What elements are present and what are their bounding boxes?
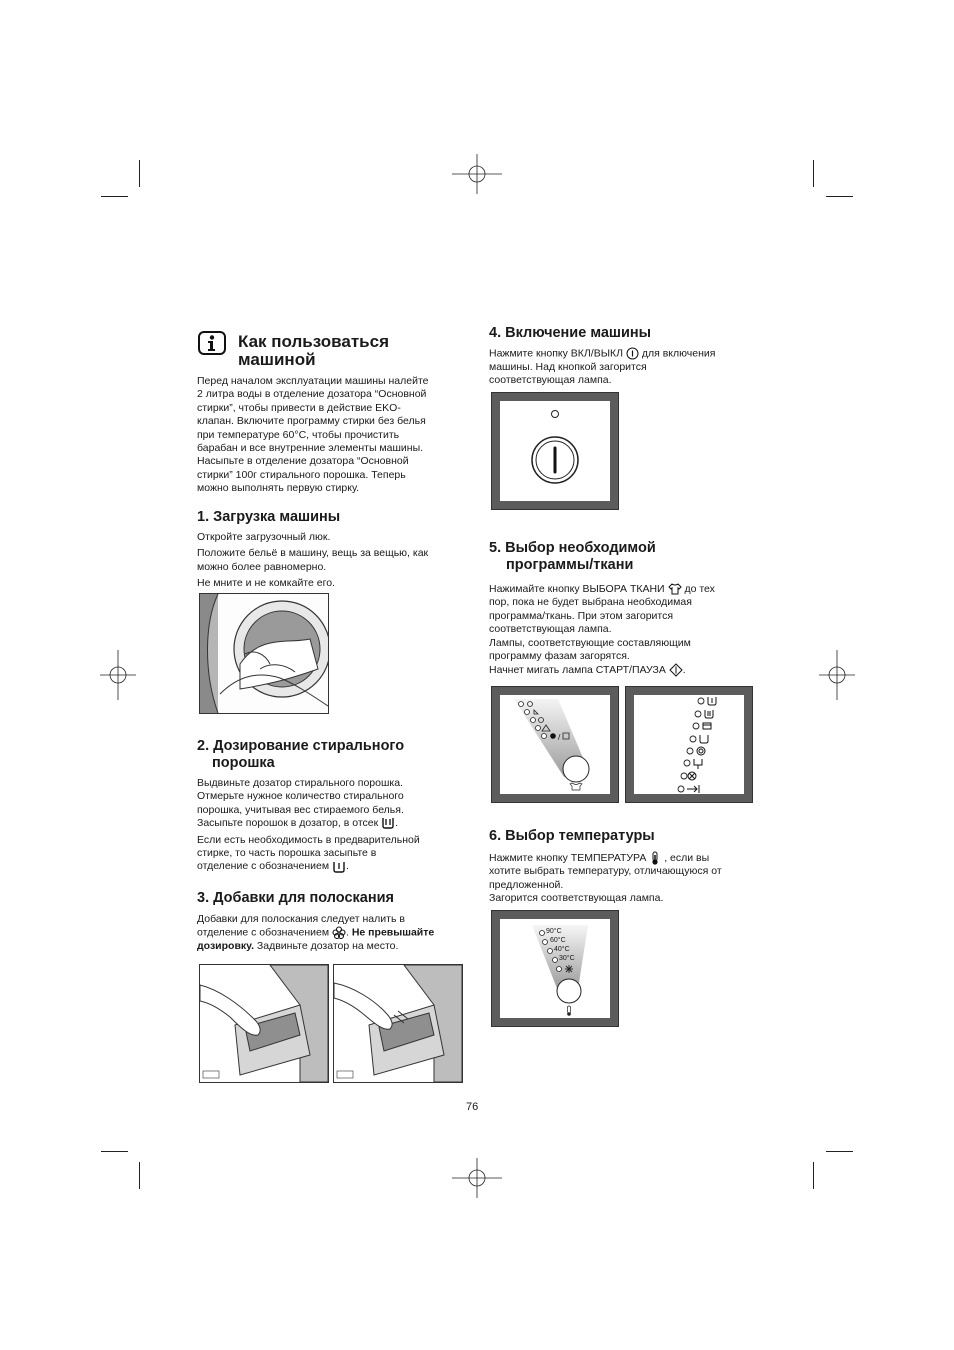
section-2-title-line: 2. Дозирование стирального bbox=[197, 738, 405, 754]
temp-label-30: 30°C bbox=[559, 955, 575, 962]
registration-mark-top bbox=[452, 154, 502, 194]
panel-inner bbox=[634, 695, 744, 794]
fabric-selector-panel bbox=[491, 686, 619, 803]
text-line: стирки”, чтобы привести в действие EKO- bbox=[197, 401, 401, 414]
text-line: Выдвиньте дозатор стирального порошка. bbox=[197, 777, 403, 789]
power-button-diagram bbox=[500, 401, 610, 501]
section-2-title bbox=[197, 738, 404, 772]
crop-mark bbox=[826, 1151, 853, 1152]
text-line: Засыпьте порошок в дозатор, в отсек bbox=[197, 817, 379, 830]
page-title-line: Как пользоваться bbox=[238, 332, 389, 351]
page-title-line: машиной bbox=[238, 350, 316, 369]
text-line: можно выполнять первую стирку. bbox=[197, 482, 360, 495]
text-line: Перед началом эксплуатации машины налейте bbox=[197, 375, 429, 387]
section-5-text: Нажимайте кнопку ВЫБОРА ТКАНИ до тех пор, пока не будет выбрана необходимая программа/ткань. При этом загорится соответствующая лампа. Лампы, соответствующие составляющим программу фазам загорятся. Начнет мигать лампа СТАРТ/ПАУЗА . bbox=[489, 583, 715, 677]
main-wash-icon bbox=[381, 817, 395, 829]
panel-inner bbox=[500, 919, 610, 1018]
dispenser-illustration-2 bbox=[333, 964, 463, 1083]
text-line: можно более равномерно. bbox=[197, 560, 327, 573]
loading-laundry-illustration bbox=[199, 593, 329, 714]
section-2-title-line: порошка bbox=[212, 755, 275, 771]
text-line: стирке, то часть порошка засыпьте в bbox=[197, 847, 377, 860]
text-line: барабан и все внутренние элементы машины. bbox=[197, 442, 424, 455]
program-lamps-diagram bbox=[634, 695, 744, 794]
power-button-panel bbox=[491, 392, 619, 510]
text-line: Насыпьте в отделение дозатора “Основной bbox=[197, 455, 409, 468]
temp-label-40: 40°C bbox=[554, 946, 570, 953]
text-line: до тех bbox=[684, 583, 715, 595]
section-2-text: Выдвиньте дозатор стирального порошка. Отмерьте нужное количество стирального порошка, учитывая вес стираемого белья. Засыпьте порошок в дозатор, в отсек . Если есть необходимость в предварительной стирке, то часть порошка засыпьте в отделение с обозначением . bbox=[197, 777, 420, 873]
text-line: Добавки для полоскания следует налить в bbox=[197, 913, 405, 925]
start-pause-icon bbox=[669, 663, 683, 677]
text-line: , если вы bbox=[664, 851, 710, 864]
section-3-text: Добавки для полоскания следует налить в отделение с обозначением . Не превышайте дозировку. Задвиньте дозатор на место. bbox=[197, 913, 435, 953]
program-lamps-panel bbox=[625, 686, 753, 803]
temp-label-90: 90°C bbox=[546, 928, 562, 935]
svg-text:/: / bbox=[558, 733, 561, 741]
text-line: Не мните и не комкайте его. bbox=[197, 577, 335, 590]
section-5-title bbox=[489, 540, 656, 574]
text-line: стирки” 100г стирального порошка. Теперь bbox=[197, 468, 406, 481]
crop-mark bbox=[139, 160, 140, 187]
fabric-selector-knob[interactable] bbox=[563, 756, 589, 782]
text-line: Положите бельё в машину, вещь за вещью, как bbox=[197, 547, 429, 560]
text-line: машины. Над кнопкой загорится bbox=[489, 360, 647, 373]
dispenser-illustration-1 bbox=[199, 964, 329, 1083]
panel-inner bbox=[500, 401, 610, 501]
text-line: Начнет мигать лампа СТАРТ/ПАУЗА bbox=[489, 664, 666, 677]
crop-mark bbox=[101, 196, 128, 197]
section-1-text bbox=[197, 531, 428, 591]
text-line: Загорится соответствующая лампа. bbox=[489, 892, 664, 904]
text-line: для включения bbox=[641, 347, 716, 360]
text-line: порошка, учитывая вес стираемого белья. bbox=[197, 803, 404, 816]
text-line: предложенной. bbox=[489, 878, 564, 891]
warning-text: Не превышайте bbox=[351, 926, 435, 939]
text-line: соответствующая лампа. bbox=[489, 623, 612, 636]
page-number: 76 bbox=[466, 1101, 479, 1113]
crop-mark bbox=[101, 1151, 128, 1152]
info-icon bbox=[198, 331, 226, 355]
temperature-knob[interactable] bbox=[557, 979, 581, 1003]
prewash-icon bbox=[332, 861, 346, 873]
section-3-title: 3. Добавки для полоскания bbox=[197, 890, 394, 906]
thermometer-icon bbox=[649, 851, 661, 865]
registration-mark-bottom bbox=[452, 1158, 502, 1198]
text-line: программа/ткань. При этом загорится bbox=[489, 609, 674, 622]
power-icon bbox=[626, 347, 639, 360]
fabric-shirt-icon bbox=[668, 583, 682, 595]
softener-flower-icon bbox=[332, 926, 346, 939]
section-5-title-line: программы/ткани bbox=[506, 557, 634, 573]
temp-label-60: 60°C bbox=[550, 937, 566, 944]
text-line: Отмерьте нужное количество стирального bbox=[197, 790, 404, 803]
section-1-title: 1. Загрузка машины bbox=[197, 509, 341, 525]
crop-mark bbox=[813, 1162, 814, 1189]
text-line: Нажмите кнопку ВКЛ/ВЫКЛ bbox=[489, 347, 624, 360]
temperature-panel bbox=[491, 910, 619, 1027]
crop-mark bbox=[813, 160, 814, 187]
intro-paragraph bbox=[197, 375, 429, 496]
text-line: Откройте загрузочный люк. bbox=[197, 531, 331, 543]
page-title bbox=[238, 333, 389, 369]
panel-inner bbox=[500, 695, 610, 794]
text-line: Задвиньте дозатор на место. bbox=[256, 940, 399, 953]
section-4-text bbox=[489, 347, 715, 388]
registration-mark-right bbox=[819, 650, 855, 700]
text-line: отделение с обозначением bbox=[197, 926, 330, 939]
crop-mark bbox=[139, 1162, 140, 1189]
text-line: Лампы, соответствующие составляющим bbox=[489, 636, 691, 649]
text-line: Нажимайте кнопку ВЫБОРА ТКАНИ bbox=[489, 583, 665, 595]
fabric-selector-diagram bbox=[500, 695, 610, 794]
text-line: программу фазам загорятся. bbox=[489, 650, 630, 663]
section-5-title-line: 5. Выбор необходимой bbox=[489, 540, 656, 556]
text-line: хотите выбрать температуру, отличающуюся от bbox=[489, 865, 722, 878]
section-4-title: 4. Включение машины bbox=[489, 325, 652, 341]
text-line: 2 литра воды в отделение дозатора “Основной bbox=[197, 388, 427, 401]
section-6-title: 6. Выбор температуры bbox=[489, 828, 655, 844]
registration-mark-left bbox=[100, 650, 136, 700]
text-line: Если есть необходимость в предварительной bbox=[197, 833, 420, 846]
text-line: отделение с обозначением bbox=[197, 860, 330, 873]
text-line: клапан. Включите программу стирки без белья bbox=[197, 415, 426, 428]
text-line: соответствующая лампа. bbox=[489, 374, 612, 387]
warning-text: дозировку. bbox=[197, 940, 254, 953]
section-6-text bbox=[489, 851, 722, 905]
text-line: Нажмите кнопку ТЕМПЕРАТУРА bbox=[489, 851, 647, 864]
text-line: при температуре 60°C, чтобы прочистить bbox=[197, 428, 400, 441]
crop-mark bbox=[826, 196, 853, 197]
text-line: пор, пока не будет выбрана необходимая bbox=[489, 596, 692, 609]
power-lamp bbox=[552, 411, 559, 418]
